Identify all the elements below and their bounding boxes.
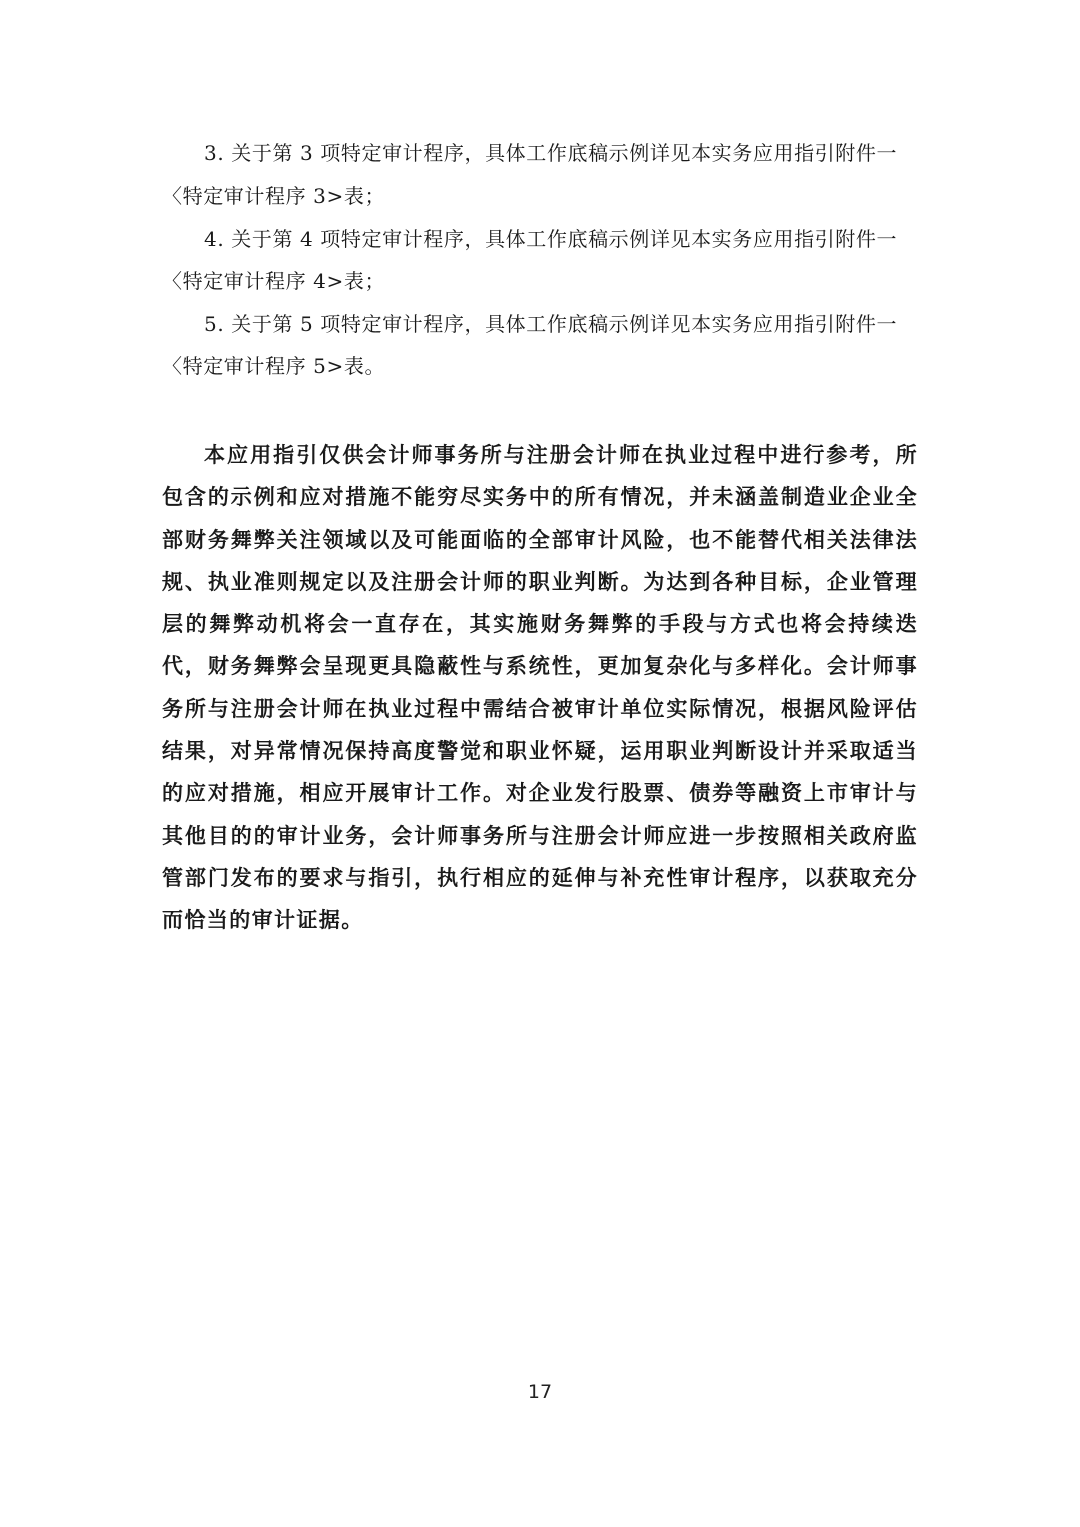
item-5-line-2: 〈特定审计程序 5>表。	[162, 354, 386, 378]
disclaimer-paragraph: 本应用指引仅供会计师事务所与注册会计师在执业过程中进行参考，所包含的示例和应对措施不能穷尽实务中的所有情况，并未涵盖制造业企业全部财务舞弊关注领域以及可能面临的全部审计风险，也不能替代相关法律法规、执业准则规定以及注册会计师的职业判断。为达到各种目标，企业管理层的舞弊动机将会一直存在，其实施财务舞弊的手段与方式也将会持续迭代，财务舞弊会呈现更具隐蔽性与系统性，更加复杂化与多样化。会计师事务所与注册会计师在执业过程中需结合被审计单位实际情况，根据风险评估结果，对异常情况保持高度警觉和职业怀疑，运用职业判断设计并采取适当的应对措施，相应开展审计工作。对企业发行股票、债券等融资上市审计与其他目的的审计业务，会计师事务所与注册会计师应进一步按照相关政府监管部门发布的要求与指引，执行相应的延伸与补充性审计程序，以获取充分而恰当的审计证据。	[162, 442, 918, 933]
item-3-line-1: 3. 关于第 3 项特定审计程序，具体工作底稿示例详见本实务应用指引附件一	[204, 141, 898, 165]
page-number: 17	[527, 1381, 553, 1403]
item-5-line-1: 5. 关于第 5 项特定审计程序，具体工作底稿示例详见本实务应用指引附件一	[204, 312, 898, 336]
item-3-line-2: 〈特定审计程序 3>表；	[162, 184, 386, 208]
item-4-line-2: 〈特定审计程序 4>表；	[162, 269, 386, 293]
item-4-line-1: 4. 关于第 4 项特定审计程序，具体工作底稿示例详见本实务应用指引附件一	[204, 227, 898, 251]
